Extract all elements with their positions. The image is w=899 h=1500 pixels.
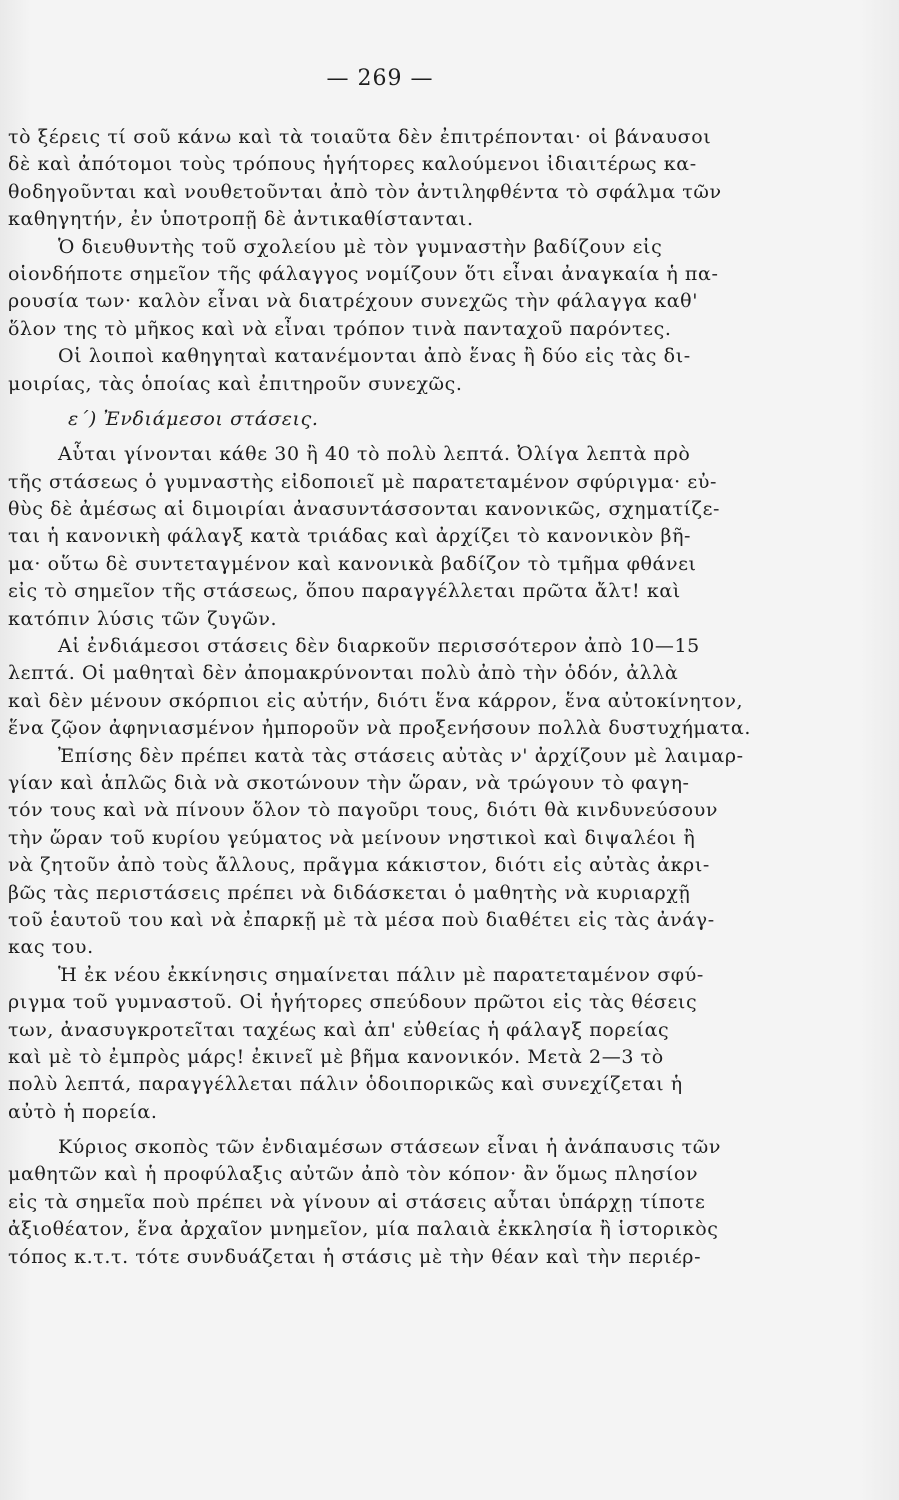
text-line: ἕνα ζῷον ἀφηνιασμένον ἠμποροῦν νὰ προξενήσουν πολλὰ δυστυχήματα. (8, 717, 751, 740)
text-line: δὲ καὶ ἀπότομοι τοὺς τρόπους ἡγήτορες καλούμενοι ἰδιαιτέρως κα- (8, 153, 697, 176)
text-line: Κύριος σκοπὸς τῶν ἐνδιαμέσων στάσεων εἶναι ἡ ἀνάπαυσις τῶν (58, 1136, 722, 1159)
spacer (8, 433, 768, 441)
text-line: οἱονδήποτε σημεῖον τῆς φάλαγγος νομίζουν ὅτι εἶναι ἀναγκαία ἡ πα- (8, 262, 719, 285)
text-line: ἀξιοθέατον, ἕνα ἀρχαῖον μνημεῖον, μία παλαιὰ ἐκκλησία ἢ ἱστορικὸς (8, 1218, 719, 1241)
text-line: κας του. (8, 936, 94, 959)
paragraph (8, 343, 768, 398)
text-line: Οἱ λοιποὶ καθηγηταὶ κατανέμονται ἀπὸ ἕνας ἢ δύο εἰς τὰς δι- (58, 345, 691, 368)
text-line: Ἐπίσης δὲν πρέπει κατὰ τὰς στάσεις αὐτὰς ν' ἀρχίζουν μὲ λαιμαρ- (58, 744, 744, 767)
text-line: ὅλον της τὸ μῆκος καὶ νὰ εἶναι τρόπον τινὰ πανταχοῦ παρόντες. (8, 317, 672, 340)
text-line: λεπτά. Οἱ μαθηταὶ δὲν ἀπομακρύνονται πολὺ ἀπὸ τὴν ὁδόν, ἀλλὰ (8, 662, 679, 685)
text-line: Αἱ ἐνδιάμεσοι στάσεις δὲν διαρκοῦν περισσότερον ἀπὸ 10—15 (58, 635, 700, 658)
paragraph (8, 633, 768, 743)
text-line: πολὺ λεπτά, παραγγέλλεται πάλιν ὁδοιπορικῶς καὶ συνεχίζεται ἡ (8, 1073, 683, 1096)
text-line: Ὁ διευθυντὴς τοῦ σχολείου μὲ τὸν γυμναστὴν βαδίζουν εἰς (58, 235, 663, 258)
text-line: εἰς τὰ σημεῖα ποὺ πρέπει νὰ γίνουν αἱ στάσεις αὗται ὑπάρχῃ τίποτε (8, 1190, 706, 1213)
text-line: μαθητῶν καὶ ἡ προφύλαξις αὐτῶν ἀπὸ τὸν κόπον· ἂν ὅμως πλησίον (8, 1163, 699, 1186)
text-line: θὺς δὲ ἀμέσως αἱ διμοιρίαι ἀνασυντάσσονται κανονικῶς, σχηματίζε- (8, 498, 721, 521)
text-line: Αὗται γίνονται κάθε 30 ἢ 40 τὸ πολὺ λεπτά. Ὀλίγα λεπτὰ πρὸ (58, 443, 691, 466)
page-number: — 269 — (326, 66, 434, 91)
text-line: αὐτὸ ἡ πορεία. (8, 1100, 158, 1123)
paragraph (8, 743, 768, 962)
text-line: ρουσία των· καλὸν εἶναι νὰ διατρέχουν συνεχῶς τὴν φάλαγγα καθ' (8, 290, 699, 313)
text-line: καὶ μὲ τὸ ἐμπρὸς μάρς! ἐκινεῖ μὲ βῆμα κανονικόν. Μετὰ 2—3 τὸ (8, 1045, 664, 1068)
spacer (8, 398, 768, 406)
text-line: Ἡ ἐκ νέου ἐκκίνησις σημαίνεται πάλιν μὲ παρατεταμένον σφύ- (58, 963, 704, 986)
text-line: καθηγητήν, ἐν ὑποτροπῇ δὲ ἀντικαθίστανται. (8, 208, 474, 231)
text-line: νὰ ζητοῦν ἀπὸ τοὺς ἄλλους, πρᾶγμα κάκιστον, διότι εἰς αὐτὰς ἀκρι- (8, 854, 710, 877)
text-line: ριγμα τοῦ γυμναστοῦ. Οἱ ἡγήτορες σπεύδουν πρῶτοι εἰς τὰς θέσεις (8, 991, 698, 1014)
text-line: κατόπιν λύσις τῶν ζυγῶν. (8, 607, 278, 630)
paragraph (8, 1134, 768, 1271)
paragraph (8, 124, 768, 234)
text-line: ται ἡ κανονικὴ φάλαγξ κατὰ τριάδας καὶ ἀρχίζει τὸ κανονικὸν βῆ- (8, 525, 692, 548)
text-line: τόν τους καὶ νὰ πίνουν ὅλον τὸ παγοῦρι τους, διότι θὰ κινδυνεύσουν (8, 799, 718, 822)
spacer (8, 1126, 768, 1134)
text-line: βῶς τὰς περιστάσεις πρέπει νὰ διδάσκεται ὁ μαθητὴς νὰ κυριαρχῇ (8, 881, 691, 904)
text-line: εἰς τὸ σημεῖον τῆς στάσεως, ὅπου παραγγέλλεται πρῶτα ἄλτ! καὶ (8, 580, 681, 603)
text-line: τόπος κ.τ.τ. τότε συνδυάζεται ἡ στάσις μὲ τὴν θέαν καὶ τὴν περιέρ- (8, 1245, 702, 1268)
text-line: μα· οὕτω δὲ συντεταγμένον καὶ κανονικὰ βαδίζον τὸ τμῆμα φθάνει (8, 552, 697, 575)
paragraph (8, 234, 768, 344)
text-line: τὴν ὥραν τοῦ κυρίου γεύματος νὰ μείνουν νηστικοὶ καὶ διψαλέοι ἢ (8, 826, 696, 849)
section-heading: ε΄) Ἐνδιάμεσοι στάσεις. (68, 407, 319, 430)
text-line: τοῦ ἑαυτοῦ του καὶ νὰ ἐπαρκῇ μὲ τὰ μέσα ποὺ διαθέτει εἰς τὰς ἀνάγ- (8, 908, 715, 931)
text-line: μοιρίας, τὰς ὁποίας καὶ ἐπιτηροῦν συνεχῶς. (8, 372, 463, 395)
text-line: των, ἀνασυγκροτεῖται ταχέως καὶ ἀπ' εὐθείας ἡ φάλαγξ πορείας (8, 1018, 670, 1041)
text-line: καὶ δὲν μένουν σκόρπιοι εἰς αὐτήν, διότι ἕνα κάρρον, ἕνα αὐτοκίνητον, (8, 689, 744, 712)
text-line: τὸ ξέρεις τί σοῦ κάνω καὶ τὰ τοιαῦτα δὲν ἐπιτρέπονται· οἱ βάναυσοι (8, 126, 712, 148)
text-line: γίαν καὶ ἁπλῶς διὰ νὰ σκοτώνουν τὴν ὥραν, νὰ τρώγουν τὸ φαγη- (8, 771, 690, 794)
page-body (8, 124, 768, 1271)
paragraph (8, 962, 768, 1126)
text-line: θοδηγοῦνται καὶ νουθετοῦνται ἀπὸ τὸν ἀντιληφθέντα τὸ σφάλμα τῶν (8, 180, 722, 203)
text-line: τῆς στάσεως ὁ γυμναστὴς εἰδοποιεῖ μὲ παρατεταμένον σφύριγμα· εὐ- (8, 470, 718, 493)
paragraph (8, 441, 768, 633)
